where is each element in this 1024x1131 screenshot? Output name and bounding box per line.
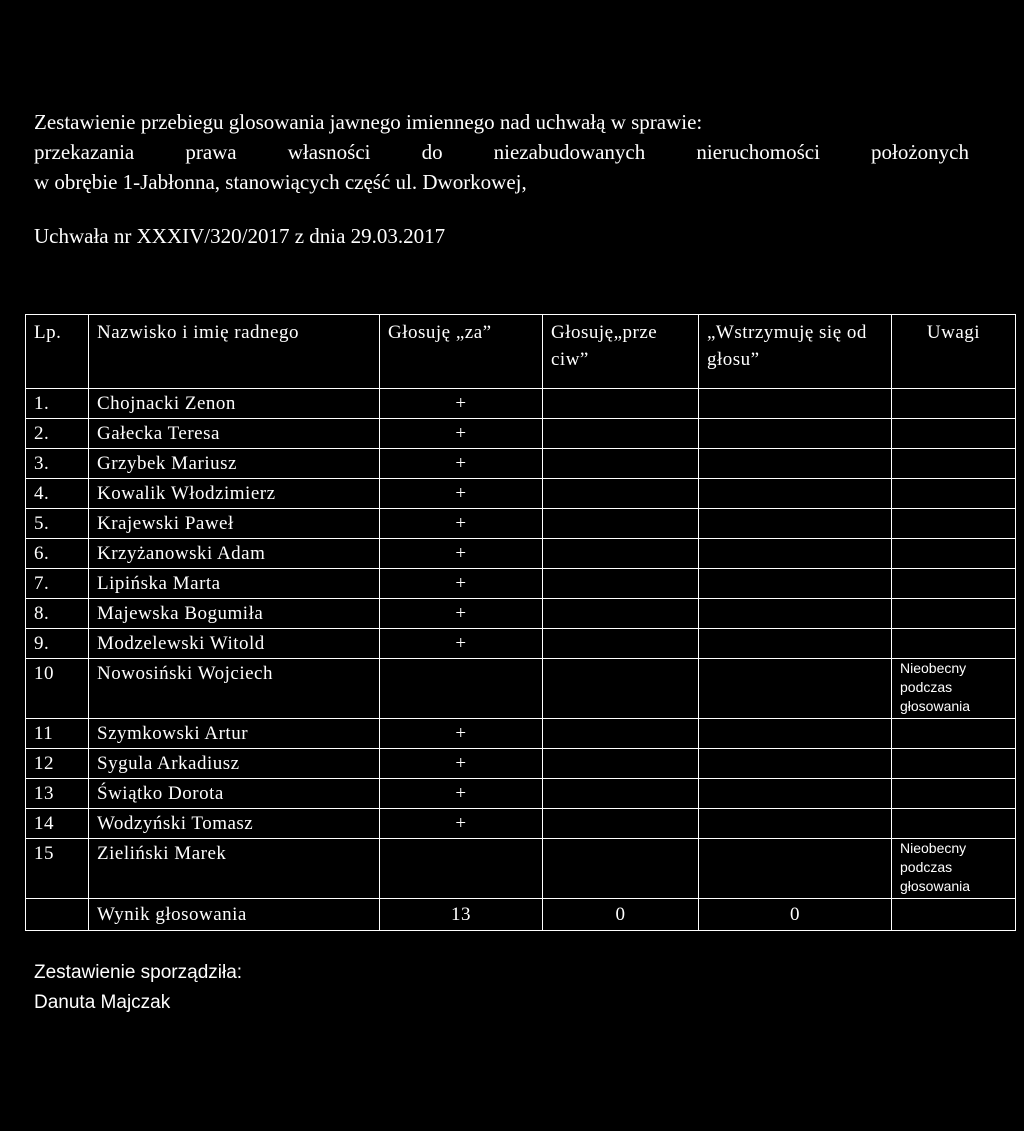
cell-lp: 13 [26,779,89,809]
cell-name: Kowalik Włodzimierz [89,479,380,509]
cell-abstain [699,779,892,809]
cell-notes [892,809,1016,839]
result-for: 13 [380,899,543,931]
cell-lp: 3. [26,449,89,479]
cell-lp: 15 [26,839,89,899]
cell-for: + [380,509,543,539]
cell-notes: Nieobecny podczas głosowania [892,839,1016,899]
cell-abstain [699,509,892,539]
table-row [26,449,1016,479]
cell-lp: 10 [26,659,89,719]
table-row [26,629,1016,659]
cell-name: Chojnacki Zenon [89,389,380,419]
result-label: Wynik głosowania [89,899,380,931]
cell-name: Lipińska Marta [89,569,380,599]
table-row [26,839,1016,899]
cell-notes [892,719,1016,749]
cell-name: Szymkowski Artur [89,719,380,749]
cell-for: + [380,749,543,779]
cell-against [543,419,699,449]
cell-against [543,389,699,419]
heading-line-3: w obrębie 1-Jabłonna, stanowiących część ul. Dworkowej, [34,170,527,194]
table-row [26,509,1016,539]
footer-author: Danuta Majczak [34,992,171,1013]
cell-lp: 7. [26,569,89,599]
table-row [26,539,1016,569]
col-header-lp: Lp. [26,315,89,389]
cell-for [380,659,543,719]
cell-lp: 2. [26,419,89,449]
cell-notes [892,539,1016,569]
cell-against [543,839,699,899]
table-row [26,749,1016,779]
cell-name: Modzelewski Witold [89,629,380,659]
cell-lp: 8. [26,599,89,629]
cell-notes [892,449,1016,479]
heading-line-1: Zestawienie przebiegu glosowania jawnego imiennego nad uchwałą w sprawie: [34,110,703,134]
cell-notes [892,509,1016,539]
cell-against [543,629,699,659]
footer-prepared-by: Zestawienie sporządziła: [34,962,243,983]
table-row [26,719,1016,749]
table-row [26,569,1016,599]
cell-notes [892,749,1016,779]
cell-against [543,659,699,719]
cell-name: Grzybek Mariusz [89,449,380,479]
cell-lp: 5. [26,509,89,539]
table-header-row [26,315,1016,389]
cell-notes [892,419,1016,449]
cell-abstain [699,659,892,719]
result-abstain: 0 [699,899,892,931]
cell-name: Wodzyński Tomasz [89,809,380,839]
result-row [26,899,1016,931]
cell-lp: 4. [26,479,89,509]
cell-lp: 1. [26,389,89,419]
cell-for: + [380,599,543,629]
cell-abstain [699,419,892,449]
col-header-notes: Uwagi [892,315,1016,389]
cell-against [543,809,699,839]
table-row [26,809,1016,839]
cell-name: Świątko Dorota [89,779,380,809]
cell-name: Sygula Arkadiusz [89,749,380,779]
cell-for: + [380,479,543,509]
table-row [26,599,1016,629]
table-row [26,479,1016,509]
cell-for: + [380,539,543,569]
cell-for: + [380,389,543,419]
cell-against [543,449,699,479]
voting-table [25,314,1016,931]
table-row [26,389,1016,419]
cell-for: + [380,719,543,749]
cell-for: + [380,569,543,599]
cell-abstain [699,539,892,569]
cell-lp: 11 [26,719,89,749]
cell-abstain [699,479,892,509]
col-header-name: Nazwisko i imię radnego [89,315,380,389]
cell-for: + [380,419,543,449]
col-header-abstain: „Wstrzymuję się od głosu” [699,315,892,389]
cell-notes [892,599,1016,629]
cell-against [543,479,699,509]
cell-against [543,779,699,809]
cell-notes [892,779,1016,809]
cell-for: + [380,809,543,839]
cell-against [543,599,699,629]
cell-notes [892,389,1016,419]
cell-lp: 9. [26,629,89,659]
cell-lp: 14 [26,809,89,839]
cell-abstain [699,719,892,749]
cell-abstain [699,599,892,629]
cell-notes [892,569,1016,599]
resolution-number: Uchwała nr XXXIV/320/2017 z dnia 29.03.2017 [34,224,446,248]
result-against: 0 [543,899,699,931]
cell-for: + [380,449,543,479]
table-row [26,419,1016,449]
cell-notes [892,629,1016,659]
cell-name: Gałecka Teresa [89,419,380,449]
cell-name: Krajewski Paweł [89,509,380,539]
result-lp [26,899,89,931]
col-header-for: Głosuję „za” [380,315,543,389]
table-row [26,659,1016,719]
cell-lp: 12 [26,749,89,779]
cell-abstain [699,569,892,599]
cell-name: Krzyżanowski Adam [89,539,380,569]
cell-name: Majewska Bogumiła [89,599,380,629]
cell-against [543,749,699,779]
cell-lp: 6. [26,539,89,569]
table-row [26,779,1016,809]
cell-for [380,839,543,899]
cell-abstain [699,749,892,779]
cell-notes: Nieobecny podczas głosowania [892,659,1016,719]
cell-against [543,569,699,599]
cell-notes [892,479,1016,509]
heading-line-2: przekazania prawa własności do niezabudowanych nieruchomości położonych [34,140,969,164]
cell-against [543,719,699,749]
cell-abstain [699,389,892,419]
cell-against [543,509,699,539]
cell-name: Zieliński Marek [89,839,380,899]
cell-abstain [699,449,892,479]
cell-for: + [380,629,543,659]
cell-for: + [380,779,543,809]
result-notes [892,899,1016,931]
cell-abstain [699,809,892,839]
cell-abstain [699,839,892,899]
col-header-against: Głosuję„prze ciw” [543,315,699,389]
cell-against [543,539,699,569]
cell-name: Nowosiński Wojciech [89,659,380,719]
cell-abstain [699,629,892,659]
